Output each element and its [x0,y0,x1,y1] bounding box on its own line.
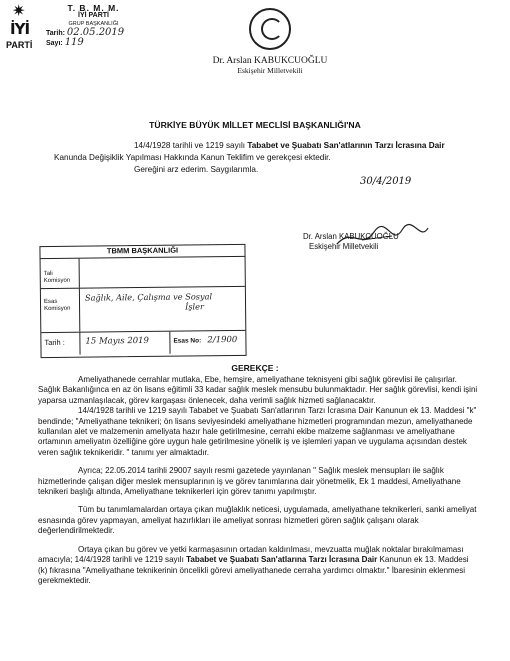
registry-tali-label: Tali Komisyon [43,270,71,285]
registry-esas-value-1: Sağlık, Aile, Çalışma ve Sosyal [84,291,213,303]
header-deputy-title: Eskişehir Milletvekili [237,66,303,75]
registry-date-value: 15 Mayıs 2019 [85,335,149,347]
registry-box [39,244,246,358]
intro-line-1 [54,140,474,152]
registry-esas-no-value: 2/1900 [207,335,238,346]
header-deputy [150,56,390,75]
tbmm-emblem-icon [249,8,291,50]
registry-tali-row [41,257,245,289]
party-logo-sub: PARTİ [6,40,33,50]
stamp-date-label: Tarih: [46,30,65,37]
stamp-number-label: Sayı: [46,40,63,47]
body-paragraph-2: 14/4/1928 tarihli ve 1219 sayılı Tababet ve Şuabatı San'atlarının Tarzı İcrasına Dair Kanunun ek 13. Maddesi "k" bendinde; "Ameliyathane teknikeri; ön lisans seviyesindeki ameliyathane hizmetleri programından mezun, ameliyathanede kullanılan alet ve malzemenin ameliyata hazır hale getirilmesine, cerrahi ekibe malzeme sağlanması ve ameliyathane ortamının ameliyatın özelliğine göre uygun hale getirilmesine yönelik iş ve işlemleri yapan ve uygulama açısından destek veren sağlık teknikeridir. " tanımı yer almaktadır. [38,406,477,457]
stamp-group: GRUP BAŞKANLIĞI [68,21,119,27]
addressee: TÜRKİYE BÜYÜK MİLLET MECLİSİ BAŞKANLIĞI'NA [149,120,361,130]
body-p5-quote: "Ameliyathane teknikerinin öncelikli görevi ameliyathanede cerraha yardımcı olmaktır." [82,565,390,575]
stamp-date-row [46,29,141,38]
party-logo-text: İYİ [10,20,30,38]
intro-line-1-pre: 14/4/1928 tarihli ve 1219 sayılı [134,141,248,150]
stamp-number-row [46,39,141,48]
registry-divider [79,259,80,288]
registry-esas-label: Esas Komisyon [43,298,71,313]
registry-divider [79,289,80,332]
registry-title: TBMM BAŞKANLIĞI [40,245,244,259]
registry-esas-no-label: Esas No: [173,337,202,345]
stamp-party: İYİ PARTİ [78,12,109,19]
registry-date-label: Tarih : [44,337,65,348]
reception-stamp [46,4,141,48]
body-paragraph-3: Ayrıca; 22.05.2014 tarihli 29007 sayılı resmi gazetede yayınlanan " Sağlık meslek mensupları ile sağlık hizmetlerinde çalışan diğer meslek mensuplarının iş ve görev tanımlarına dair yönetmelik, Ek 1 maddesi, Ameliyathane teknikeri başlığı altında, Ameliyathane teknikerleri için görev tanımı yapılmıştır. [38,466,461,497]
registry-divider [79,333,80,355]
party-logo [6,4,38,52]
intro-text [54,140,474,176]
stamp-date-value: 02.05.2019 [66,27,125,38]
stamp-title: T. B. M. M. [67,3,120,13]
intro-line-3: Gereğini arz ederim. Saygılarımla. [134,165,259,174]
crescent-icon [261,18,283,40]
star-icon: ✷ [12,3,26,20]
gerekce-body [38,375,478,594]
signature-title: Eskişehir Milletvekili [309,242,379,251]
registry-date-row [41,331,245,355]
intro-law-title: Tababet ve Şuabatı San'atlarının Tarzı İcrasına Dair [247,141,445,150]
registry-divider [169,332,170,354]
body-paragraph-1: Ameliyathanede cerrahlar mutlaka, Ebe, hemşire, ameliyathane teknisyeni gibi sağlık görevlisi ile çalışırlar. Sağlık Bakanlığınca en az ön lisans eğitimli 33 kadar sağlık meslek mensubu bulunmaktadır. Her sağlık görevlisi, kendi işini yaparsa uzmanlaşılacak, görev kargaşası önlenecek, daha verimli sağlık hizmeti sağlanacaktır. [38,375,478,405]
gerekce-title: GEREKÇE : [231,363,279,373]
body-p5-law: Tababet ve Şuabatı San'atlarına Tarzı İcrasına Dair [186,555,378,565]
stamp-number-value: 119 [64,37,84,48]
header-left [6,4,136,64]
body-p5-c: Kanunun ek 13. Maddesi (k) fıkrasına [38,555,469,575]
body-p5-a: Ortaya çıkan bu görev ve yetki karmaşasının ortadan kaldırılması, mevzuatta muğlak noktalar bırakılmaması amacıyla; 14/4/1928 tarihli ve 1219 sayılı [38,544,464,565]
registry-esas-value-2: İşler [185,301,204,312]
body-p5-e: İbaresinin eklenmesi gerekmektedir. [38,565,466,585]
body-paragraph-4: Tüm bu tanımlamalardan ortaya çıkan muğlaklık neticesi, uygulamada, ameliyathane teknikerleri, sanki ameliyat esnasında görev yapmayan, ameliyat hazırlıkları ile ameliyat sonrası hizmetleri gören sağlık çalışanı olarak değerlendirilmektedir. [38,505,477,536]
header-deputy-name: Dr. Arslan KABUKCUOĞLU [212,56,328,66]
signature-block [303,232,399,252]
header-center [170,8,370,50]
body-paragraph-5 [38,545,478,587]
registry-esas-row [41,287,245,333]
intro-line-2: Kanunda Değişiklik Yapılması Hakkında Kanun Teklifim ve gerekçesi ektedir. [54,153,331,162]
signature-name: Dr. Arslan KABUKCUOĞLU [303,232,399,241]
handwritten-date: 30/4/2019 [360,176,412,187]
